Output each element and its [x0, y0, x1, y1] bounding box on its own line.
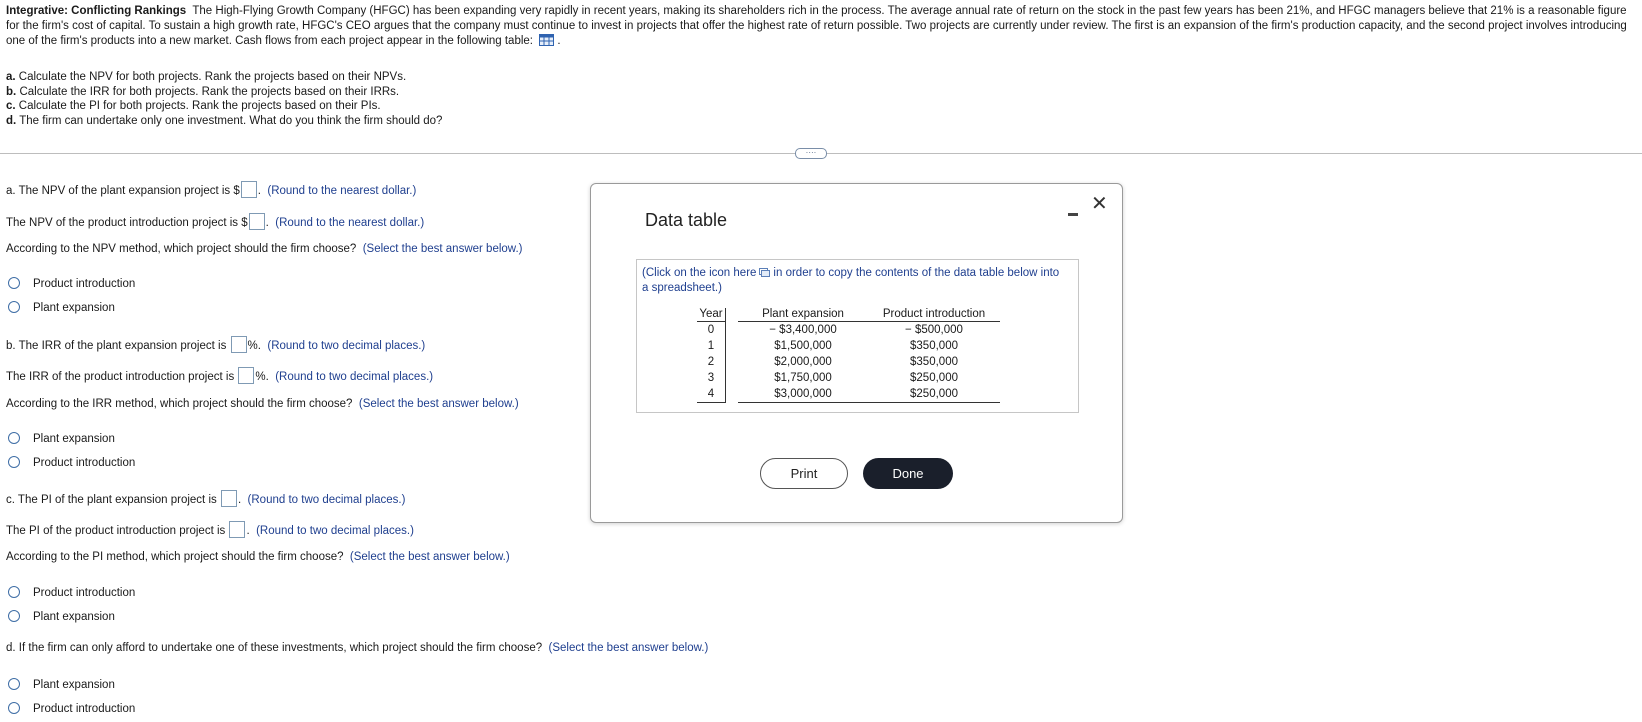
data-table-dialog — [590, 183, 1123, 523]
table-header-row — [697, 308, 1000, 322]
radio-button[interactable] — [8, 277, 20, 289]
irr-choice-question: According to the IRR method, which project should the firm choose? (Select the best answer below.) — [6, 398, 519, 410]
header-year: Year — [697, 308, 726, 322]
irr-product-input[interactable] — [238, 367, 254, 384]
pi-product-question: The PI of the product introduction project is . (Round to two decimal places.) — [6, 521, 414, 538]
header-product-introduction: Product introduction — [868, 308, 1000, 322]
final-option-product[interactable]: Product introduction — [8, 702, 135, 715]
table-row: 1 $1,500,000 $350,000 — [707, 340, 958, 352]
copy-note: (Click on the icon here in order to copy the contents of the data table below into a spreadsheet.) — [642, 267, 1060, 294]
radio-button[interactable] — [8, 702, 20, 714]
task-item: c. Calculate the PI for both projects. Rank the projects based on their PIs. — [6, 100, 381, 112]
table-row: 0 − $3,400,000 − $500,000 — [697, 322, 1000, 339]
irr-plant-input[interactable] — [231, 336, 247, 353]
table-row: 3 $1,750,000 $250,000 — [707, 372, 958, 384]
pi-product-input[interactable] — [229, 521, 245, 538]
final-option-plant[interactable]: Plant expansion — [8, 678, 115, 691]
radio-button[interactable] — [8, 678, 20, 690]
header-plant-expansion: Plant expansion — [738, 308, 868, 322]
pi-plant-input[interactable] — [221, 490, 237, 507]
irr-plant-question: b. The IRR of the plant expansion project is %. (Round to two decimal places.) — [6, 336, 425, 353]
pi-option-plant[interactable]: Plant expansion — [8, 610, 115, 623]
radio-button[interactable] — [8, 456, 20, 468]
radio-button[interactable] — [8, 586, 20, 598]
print-button[interactable]: Print — [760, 458, 848, 489]
radio-button[interactable] — [8, 301, 20, 313]
problem-intro: Integrative: Conflicting Rankings The High-Flying Growth Company (HFGC) has been expanding very rapidly in recent years, making its shareholders rich in the process. The average annual rate of return on the stock in the past few years has been 21%, and HFGC managers believe that 21% is a reasonable figure for the firm's cost of capital. To sustain a high growth rate, HFGC's CEO argues that the company must continue to invest in projects that offer the highest rate of return possible. Two projects are currently under review. The first is an expansion of the firm's production capacity, and the second project involves introducing one of the firm's products into a new market. Cash flows from each project appear in the following table: . — [6, 5, 1627, 47]
npv-option-product[interactable]: Product introduction — [8, 277, 135, 290]
task-item: d. The firm can undertake only one investment. What do you think the firm should do? — [6, 114, 443, 127]
data-table-panel — [636, 259, 1079, 413]
close-button[interactable] — [1091, 194, 1108, 214]
table-row: 2 $2,000,000 $350,000 — [707, 356, 958, 368]
irr-option-plant[interactable]: Plant expansion — [8, 432, 115, 445]
cash-flow-table — [697, 308, 1000, 403]
table-icon[interactable] — [539, 34, 554, 46]
irr-product-question: The IRR of the product introduction project is %. (Round to two decimal places.) — [6, 367, 433, 384]
expand-handle[interactable]: ···· — [795, 148, 827, 159]
minimize-icon — [1068, 213, 1078, 216]
dialog-title: Data table — [645, 210, 728, 230]
npv-choice-question: According to the NPV method, which project should the firm choose? (Select the best answer below.) — [6, 243, 523, 255]
problem-text: The High-Flying Growth Company (HFGC) has been expanding very rapidly in recent years, making its shareholders rich in the process. The average annual rate of return on the stock in the past few years has been 21%, and HFGC managers believe that 21% is a reasonable figure for the firm's cost of capital. To sustain a high growth rate, HFGC's CEO argues that the company must continue to invest in projects that offer the highest rate of return possible. Two projects are currently under review. The first is an expansion of the firm's production capacity, and the second project involves introducing one of the firm's products into a new market. Cash flows from each project appear in the following table: — [6, 5, 1627, 47]
npv-product-input[interactable] — [249, 213, 265, 230]
npv-option-plant[interactable]: Plant expansion — [8, 301, 115, 314]
task-item: a. Calculate the NPV for both projects. Rank the projects based on their NPVs. — [6, 71, 407, 83]
task-list — [6, 70, 442, 128]
done-button[interactable]: Done — [863, 458, 953, 489]
final-choice-question: d. If the firm can only afford to undertake one of these investments, which project should the firm choose? (Select the best answer below.) — [6, 642, 709, 654]
pi-plant-question: c. The PI of the plant expansion project is . (Round to two decimal places.) — [6, 490, 405, 507]
npv-plant-question: a. The NPV of the plant expansion project is $ . (Round to the nearest dollar.) — [6, 181, 416, 198]
pi-option-product[interactable]: Product introduction — [8, 586, 135, 599]
npv-product-question: The NPV of the product introduction project is $ . (Round to the nearest dollar.) — [6, 213, 424, 230]
radio-button[interactable] — [8, 432, 20, 444]
pi-choice-question: According to the PI method, which project should the firm choose? (Select the best answer below.) — [6, 551, 510, 563]
irr-option-product[interactable]: Product introduction — [8, 456, 135, 469]
problem-title: Integrative: Conflicting Rankings — [6, 5, 187, 17]
radio-button[interactable] — [8, 610, 20, 622]
copy-icon[interactable] — [759, 267, 770, 276]
npv-plant-input[interactable] — [241, 181, 257, 198]
task-item: b. Calculate the IRR for both projects. Rank the projects based on their IRRs. — [6, 85, 400, 98]
table-row: 4 $3,000,000 $250,000 — [697, 386, 1000, 403]
close-icon: ✕ — [1091, 193, 1108, 215]
minimize-button[interactable] — [1066, 202, 1080, 216]
